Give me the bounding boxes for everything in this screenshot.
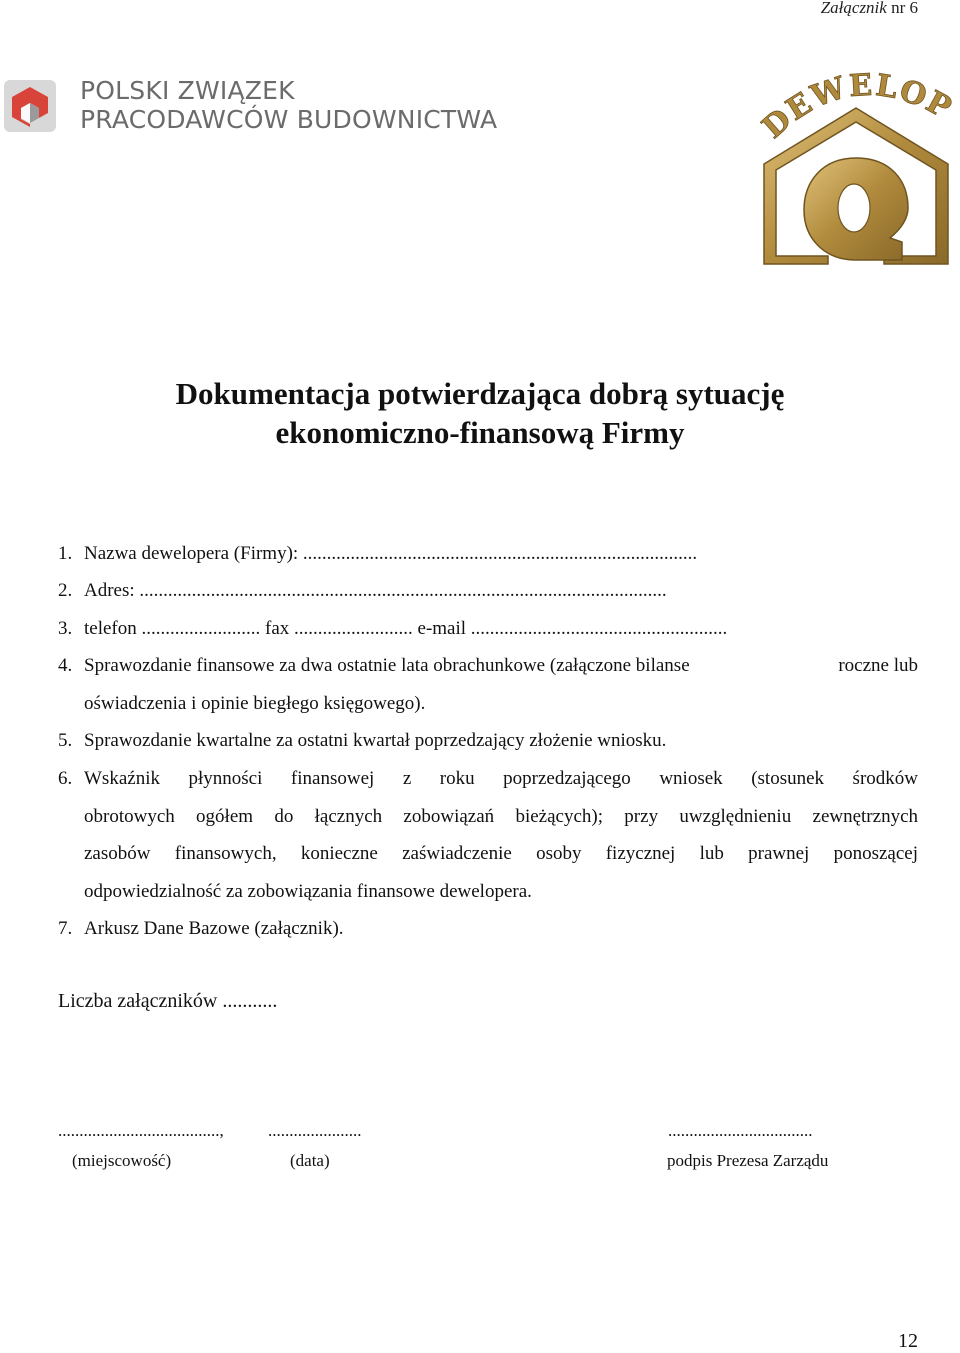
attachments-count: [58, 990, 277, 1013]
list-item-1: [58, 535, 918, 573]
pzpb-logo: [0, 76, 498, 146]
list-item-5: [58, 722, 918, 760]
list-item-text: Adres: ...............................................................................................................: [84, 580, 667, 601]
signature-label: podpis Prezesa Zarządu: [667, 1151, 829, 1170]
pzpb-logo-line-2: PRACODAWCÓW BUDOWNICTWA: [80, 105, 498, 134]
document-title-line-1: Dokumentacja potwierdzająca dobrą sytuację: [175, 376, 785, 411]
list-item-4: [58, 647, 918, 722]
list-item-number: 7.: [58, 918, 73, 939]
attachment-note: [821, 0, 918, 18]
list-item-3: [58, 610, 918, 648]
list-item-text-part: Sprawozdanie finansowe za dwa ostatnie lata obrachunkowe (załączone bilanse: [84, 655, 690, 676]
list-item-text: Arkusz Dane Bazowe (załącznik).: [84, 918, 344, 939]
pzpb-logo-line-1: POLSKI ZWIĄZEK: [80, 76, 295, 105]
developer-logo: [752, 68, 960, 282]
document-title-line-2: ekonomiczno-finansową Firmy: [275, 415, 685, 450]
pzpb-logo-mark-icon: [4, 80, 56, 132]
place-dots: ......................................,: [58, 1121, 224, 1140]
list-item-text-line-1: [84, 647, 918, 685]
attachment-note-word: Załącznik: [820, 0, 887, 17]
signature-dots: ..................................: [668, 1121, 813, 1140]
list-item-text-line-2: oświadczenia i opinie biegłego księgowego).: [84, 692, 426, 714]
developer-logo-text: DEWELOP: [755, 68, 959, 146]
developer-house-logo-icon: [752, 68, 960, 282]
list-item-text-line-4: odpowiedzialność za zobowiązania finansowe dewelopera.: [84, 880, 532, 902]
list-item-text-line-1: Wskaźnik płynności finansowej z roku poprzedzającego wniosek (stosunek środków: [84, 768, 918, 789]
place-label: (miejscowość): [72, 1151, 172, 1170]
list-item-number: 2.: [58, 580, 73, 601]
list-item-2: [58, 572, 918, 610]
date-dots: ......................: [268, 1121, 362, 1140]
page-number: 12: [898, 1330, 918, 1352]
attachments-count-field: ...........: [217, 990, 278, 1012]
list-item-number: 1.: [58, 543, 73, 564]
list-item-text: telefon ......................... fax ......................... e-mail ......................................................: [84, 618, 728, 639]
attachment-note-number: nr 6: [886, 0, 918, 17]
date-label: (data): [290, 1151, 330, 1170]
list-item-text: Nazwa dewelopera (Firmy): ...................................................................................: [84, 543, 698, 564]
list-item-number: 4.: [58, 655, 73, 676]
list-item-text-line-2: obrotowych ogółem do łącznych zobowiązań bieżących); przy uwzględnieniu zewnętrznych: [84, 805, 918, 827]
list-item-number: 3.: [58, 618, 73, 639]
pzpb-logo-text: [80, 76, 497, 134]
list-item-6: [58, 760, 918, 910]
document-title: [0, 374, 960, 452]
list-item-number: 5.: [58, 730, 73, 751]
list-item-text: Sprawozdanie kwartalne za ostatni kwartał poprzedzający złożenie wniosku.: [84, 730, 667, 751]
list-item-number: 6.: [58, 768, 73, 789]
list-item-text-part: roczne lub: [838, 655, 918, 676]
list-item-7: [58, 910, 918, 948]
attachments-count-label: Liczba załączników: [58, 990, 218, 1012]
list-item-text-line-3: zasobów finansowych, konieczne zaświadczenie osoby fizycznej lub prawnej ponoszącej: [84, 843, 918, 864]
